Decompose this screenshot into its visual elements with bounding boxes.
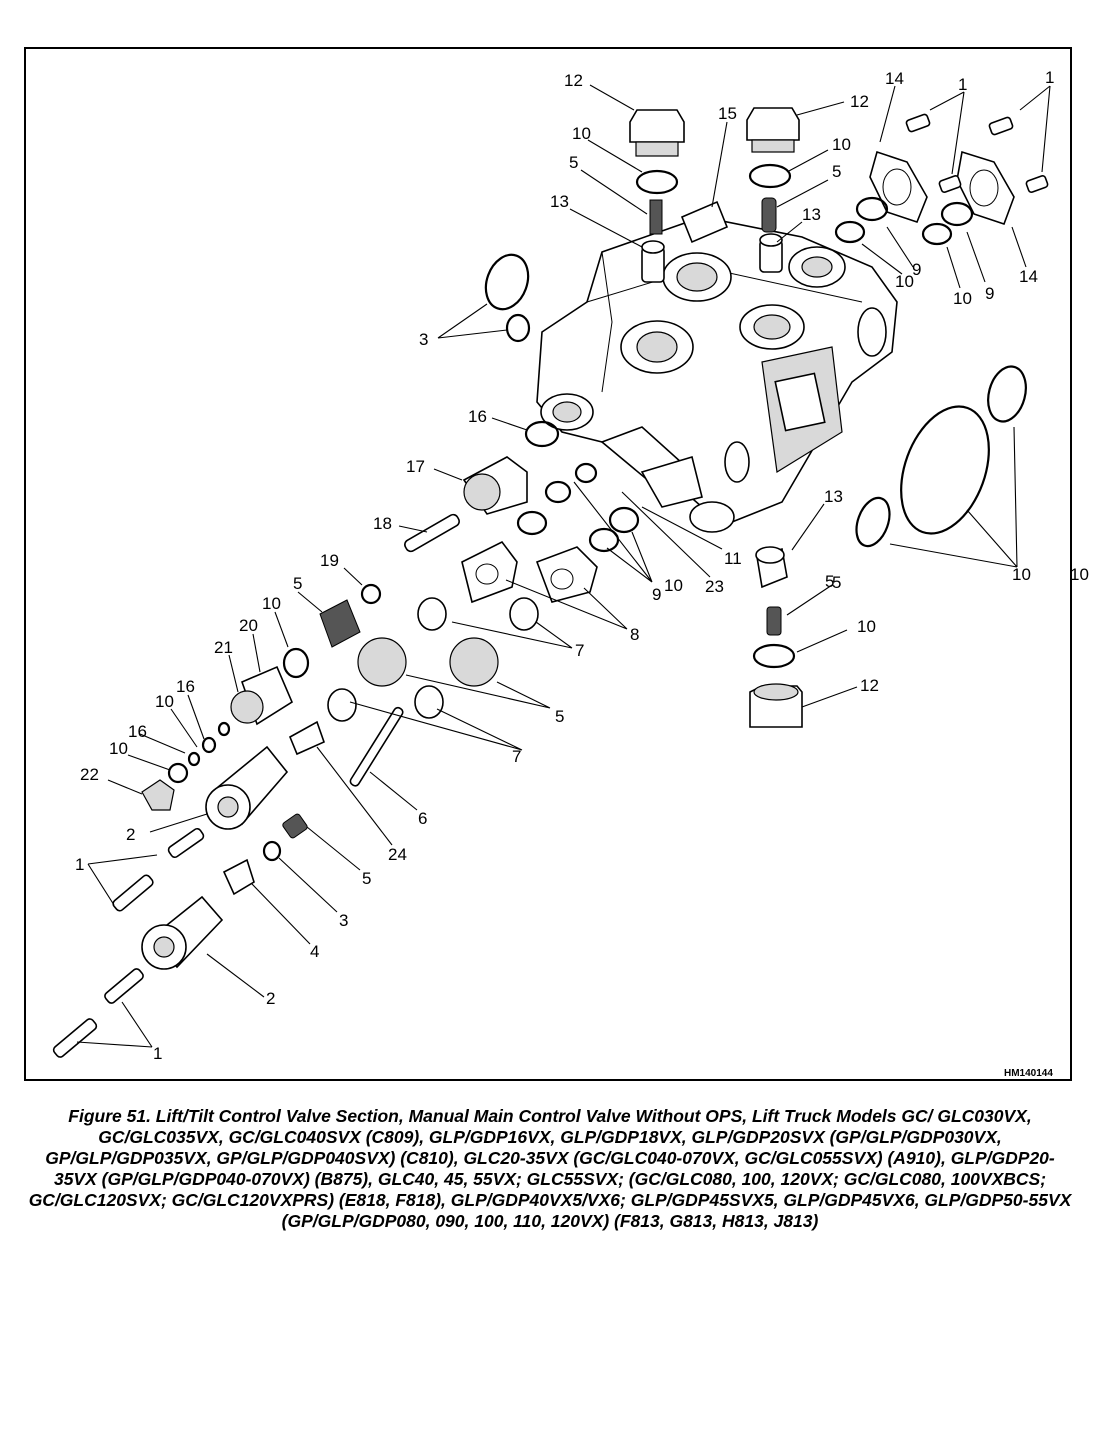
callout: 13: [824, 487, 843, 506]
callout: 16: [128, 722, 147, 741]
callout: 1: [153, 1044, 163, 1063]
callout: 1: [1045, 68, 1055, 87]
callout: 7: [575, 641, 585, 660]
callout: 3: [339, 911, 349, 930]
callout: 12: [850, 92, 869, 111]
callout: 4: [310, 942, 320, 961]
callout: 5: [832, 162, 842, 181]
callout: 16: [176, 677, 195, 696]
callout: 10: [1070, 565, 1089, 584]
middle-parts: [142, 422, 638, 810]
callout: 5: [832, 573, 842, 592]
callout: 11: [724, 549, 742, 568]
callout: 10: [832, 135, 851, 154]
flange-plates: [836, 114, 1048, 244]
diagram-frame: [24, 47, 1089, 1081]
callout: 13: [550, 192, 569, 211]
callout: 10: [857, 617, 876, 636]
callout: 10: [664, 576, 683, 595]
valve-body: [537, 202, 897, 532]
callout: 9: [985, 284, 995, 303]
callout: 10: [262, 594, 281, 613]
callout: 10: [109, 739, 128, 758]
exploded-view-diagram: [26, 49, 1089, 1083]
callout: 12: [564, 71, 583, 90]
callout: 1: [75, 855, 85, 874]
callout: 3: [419, 330, 429, 349]
callout: 22: [80, 765, 99, 784]
callout: 15: [718, 104, 737, 123]
callout: 20: [239, 616, 258, 635]
callout: 5: [555, 707, 565, 726]
callout: 9: [912, 260, 922, 279]
callout: 16: [468, 407, 487, 426]
callout: 10: [1012, 565, 1031, 584]
callout: 10: [895, 272, 914, 291]
callout: 2: [266, 989, 276, 1008]
drawing-code: HM140144: [1004, 1068, 1053, 1079]
callout: 5: [569, 153, 579, 172]
callout: 19: [320, 551, 339, 570]
callout: 14: [885, 69, 904, 88]
callout: 10: [953, 289, 972, 308]
callout: 14: [1019, 267, 1038, 286]
callout: 17: [406, 457, 425, 476]
callout: 24: [388, 845, 407, 864]
callout: 10: [155, 692, 174, 711]
callout: 7: [512, 747, 522, 766]
callout: 13: [802, 205, 821, 224]
callout: 9: [652, 585, 662, 604]
lower-right-plug: [750, 547, 802, 727]
callout: 5: [825, 572, 835, 591]
callout: 18: [373, 514, 392, 533]
callout: 12: [860, 676, 879, 695]
callout: 5: [293, 574, 303, 593]
callout: 8: [630, 625, 640, 644]
callout: 1: [958, 75, 968, 94]
callout: 21: [214, 638, 233, 657]
callout: 6: [418, 809, 428, 828]
figure-caption: Figure 51. Lift/Tilt Control Valve Section, Manual Main Control Valve Without OPS, Lift Truck Models GC/ GLC030VX, GC/GLC035VX, GC/GLC040SVX (C809), GLP/GDP16VX, GLP/GDP18VX, GLP/GDP20SVX (GP/GLP/GDP030VX, GP/GLP/GDP035VX, GP/GLP/GDP040SVX) (C810), GLC20-35VX (GC/GLC040-070VX, GC/GLC055SVX) (A910), GLP/GDP20-35VX (GP/GLP/GDP040-070VX) (B875), GLC40, 45, 55VX; GLC55SVX; (GC/GLC080, 100, 120VX; GC/GLC080, 100VXBCS; GC/GLC120SVX; GC/GLC120VXPRS) (E818, F818), GLP/GDP40VX5/VX6; GLP/GDP45SVX5, GLP/GDP45VX6, GLP/GDP50-55VX (GP/GLP/GDP080, 090, 100, 110, 120VX) (F813, G813, H813, J813): [28, 1106, 1072, 1231]
callout: 2: [126, 825, 136, 844]
callout: 10: [572, 124, 591, 143]
callout: 23: [705, 577, 724, 596]
callout: 5: [362, 869, 372, 888]
